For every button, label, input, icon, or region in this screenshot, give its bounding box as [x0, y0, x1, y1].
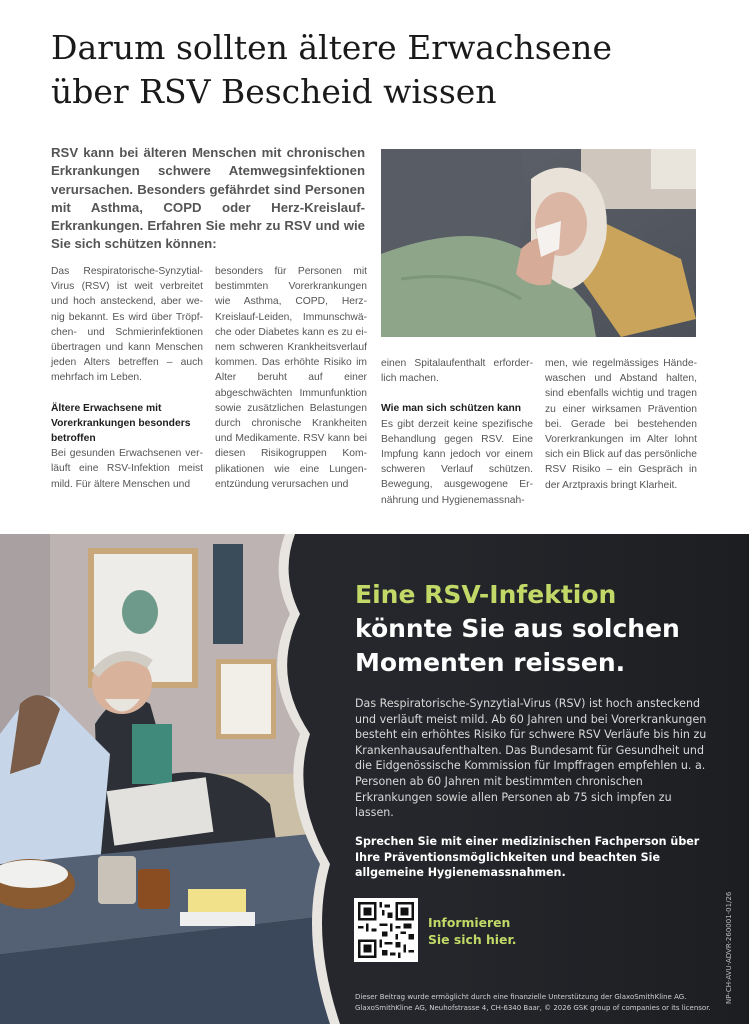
ad-body-text: Das Respiratorische-Synzytial-Virus (RSV) ist hoch ansteckend und verläuft meist mild. Ab 60 Jahren und bei Vorerkrankungen besteht ein erhöhtes Risiko für schwere RSV Verläufe bis hin zu Krankenhausaufenthalten. Das Bundesamt für Gesundheit und die Eidgenössische Kommission für Impffragen empfehlen u. a. Personen ab 60 Jahren mit bestimmten chronischen Erkrankungen sowie allen Personen ab 75 sich impfen zu lassen.: [355, 697, 707, 820]
ad-headline-line-3: Momenten reissen.: [355, 648, 626, 677]
section-heading-protection: Wie man sich schützen kann: [381, 403, 522, 415]
headline-line-1: Darum sollten ältere Erwachsene: [51, 28, 612, 67]
ad-photo-family-breakfast: [0, 534, 340, 1024]
gsk-advertisement: [0, 534, 749, 1024]
article-column-3: [381, 356, 533, 508]
ad-call-to-action: Sprechen Sie mit einer medizinischen Fachperson über Ihre Präventionsmöglichkeiten und beachten Sie allgemeine Hygienemassnahmen.: [355, 835, 700, 880]
section1-paragraph-part-c: einen Spitalaufenthalt erforderlich machen.: [381, 358, 533, 385]
ad-headline-line-2: könnte Sie aus solchen: [355, 614, 680, 643]
section1-paragraph-part-a: Bei gesunden Erwachsenen verläuft eine RSV-Infektion meist mild. Für ältere Menschen und: [51, 448, 203, 490]
qr-code[interactable]: [354, 898, 418, 962]
ad-photo-illustration: [0, 534, 340, 1024]
qr-label-line-1: Informieren: [428, 915, 511, 930]
section1-paragraph-part-b: besonders für Personen mit bestimmten Vorerkrankungen wie Asthma, COPD, Herz-Kreislauf-Leiden, Immunschwäche oder Diabetes kann es zu einem schweren Krankheitsverlauf kommen. Das erhöhte Risiko im Alter beruht auf einer abgeschwächten Immunfunktion sowie zusätzlichen Belastungen durch chronische Krankheiten und Medikamente. RSV kann bei diesen Risikogruppen Komplikationen wie eine Lungenentzündung verursachen und: [215, 266, 367, 490]
hero-photo-illustration: [381, 149, 696, 337]
article-column-1: [51, 264, 203, 492]
qr-code-icon: [358, 902, 414, 958]
ad-headline-accent: Eine RSV-Infektion: [355, 580, 617, 609]
article-column-4: [545, 356, 697, 493]
qr-code-label: [428, 914, 517, 948]
article-column-2: [215, 264, 367, 492]
ad-reference-code: NP-CH-AVU-ADVR-260001-01/26: [725, 891, 733, 1004]
disclaimer-line-1: Dieser Beitrag wurde ermöglicht durch eine finanzielle Unterstützung der GlaxoSmithKline AG.: [355, 993, 687, 1001]
ad-headline: [355, 578, 735, 680]
disclaimer-line-2: GlaxoSmithKline AG, Neuhofstrasse 4, CH-6340 Baar, © 2026 GSK group of companies or its licensor.: [355, 1004, 711, 1012]
article-lead: RSV kann bei älteren Menschen mit chronischen Erkrankungen schwere Atemwegsinfektionen verursachen. Besonders gefährdet sind Personen mit Asthma, COPD oder Herz-Kreislauf-Erkrankungen. Erfahren Sie mehr zu RSV und wie Sie sich schützen können:: [51, 145, 365, 252]
hero-photo-woman-sneezing: [381, 149, 696, 337]
ad-disclaimer: [355, 992, 725, 1014]
intro-paragraph: Das Respiratorische-Synzytial-Virus (RSV) ist weit verbreitet und hoch ansteckend, aber wenig bekannt. Es wird über Tröpfchen- und Schmierinfektionen übertragen und kann Menschen jeden Alters betreffen – auch mehrfach im Leben.: [51, 266, 203, 384]
section2-paragraph-part-a: Es gibt derzeit keine spezifische Behandlung gegen RSV. Eine Impfung kann jedoch vor einem schweren Verlauf schützen. Bewegung, ausgewogene Ernährung und Hygienemassnah-: [381, 418, 533, 506]
headline-line-2: über RSV Bescheid wissen: [51, 72, 497, 111]
qr-label-line-2: Sie sich hier.: [428, 932, 517, 947]
section-heading-risk-groups: Ältere Erwachsene mit Vorerkrankungen besonders betroffen: [51, 402, 191, 445]
article-headline: [51, 26, 711, 114]
section2-paragraph-part-b: men, wie regelmässiges Händewaschen und Abstand halten, sind ebenfalls wichtig und tragen zu einer wirksamen Prävention bei. Gerade bei bestehenden Vorerkrankungen im Alter lohnt sich ein Blick auf das persönliche RSV Risiko – ein Gespräch in der Arztpraxis bringt Klarheit.: [545, 358, 697, 491]
